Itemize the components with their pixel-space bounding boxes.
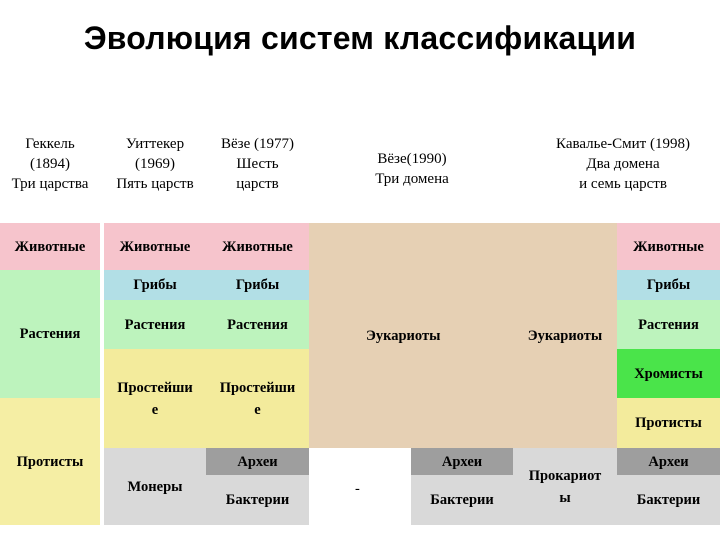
cell-whittaker-animals: Животные — [104, 223, 206, 270]
cell-woese90-archaea: Археи — [411, 448, 513, 475]
cell-haeckel-protists: Протисты — [0, 398, 100, 525]
cell-cs-protists: Протисты — [617, 398, 720, 448]
header-whittaker: Уиттекер (1969) Пять царств — [116, 136, 194, 192]
cell-woese77-protozoa: Простейши е — [206, 349, 309, 448]
cell-whittaker-fungi: Грибы — [104, 270, 206, 300]
header-haeckel: Геккель (1894) Три царства — [11, 136, 89, 192]
cell-cs-bacteria: Бактерии — [617, 475, 720, 525]
cell-cs-eukaryotes: Эукариоты — [513, 223, 617, 448]
header-woese-1990: Вёзе(1990) Три домена — [375, 151, 449, 187]
cell-woese77-archaea: Археи — [206, 448, 309, 475]
header-woese-1977: Вёзе (1977) Шесть царств — [221, 136, 294, 192]
header-cavalier-smith: Кавалье-Смит (1998) Два домена и семь царств — [556, 136, 690, 192]
cell-woese77-fungi: Грибы — [206, 270, 309, 300]
cell-whittaker-plants: Растения — [104, 300, 206, 349]
cell-whittaker-protozoa: Простейши е — [104, 349, 206, 448]
cell-cs-animals: Животные — [617, 223, 720, 270]
cell-cs-archaea: Археи — [617, 448, 720, 475]
cell-cs-chromists: Хромисты — [617, 349, 720, 398]
cell-cs-fungi: Грибы — [617, 270, 720, 300]
cell-woese77-plants: Растения — [206, 300, 309, 349]
cell-woese77-animals: Животные — [206, 223, 309, 270]
cell-woese90-bacteria: Бактерии — [411, 475, 513, 525]
cell-haeckel-plants: Растения — [0, 270, 100, 398]
cell-woese77-bacteria: Бактерии — [206, 475, 309, 525]
cell-haeckel-animals: Животные — [0, 223, 100, 270]
page-title: Эволюция систем классификации — [83, 20, 637, 56]
cell-whittaker-monera: Монеры — [104, 448, 206, 525]
cell-woese90-empty: - — [309, 448, 411, 525]
cell-woese90-eukaryotes: Эукариоты — [309, 223, 513, 448]
cell-cs-prokaryotes: Прокариот ы — [513, 448, 617, 525]
cell-cs-plants: Растения — [617, 300, 720, 349]
